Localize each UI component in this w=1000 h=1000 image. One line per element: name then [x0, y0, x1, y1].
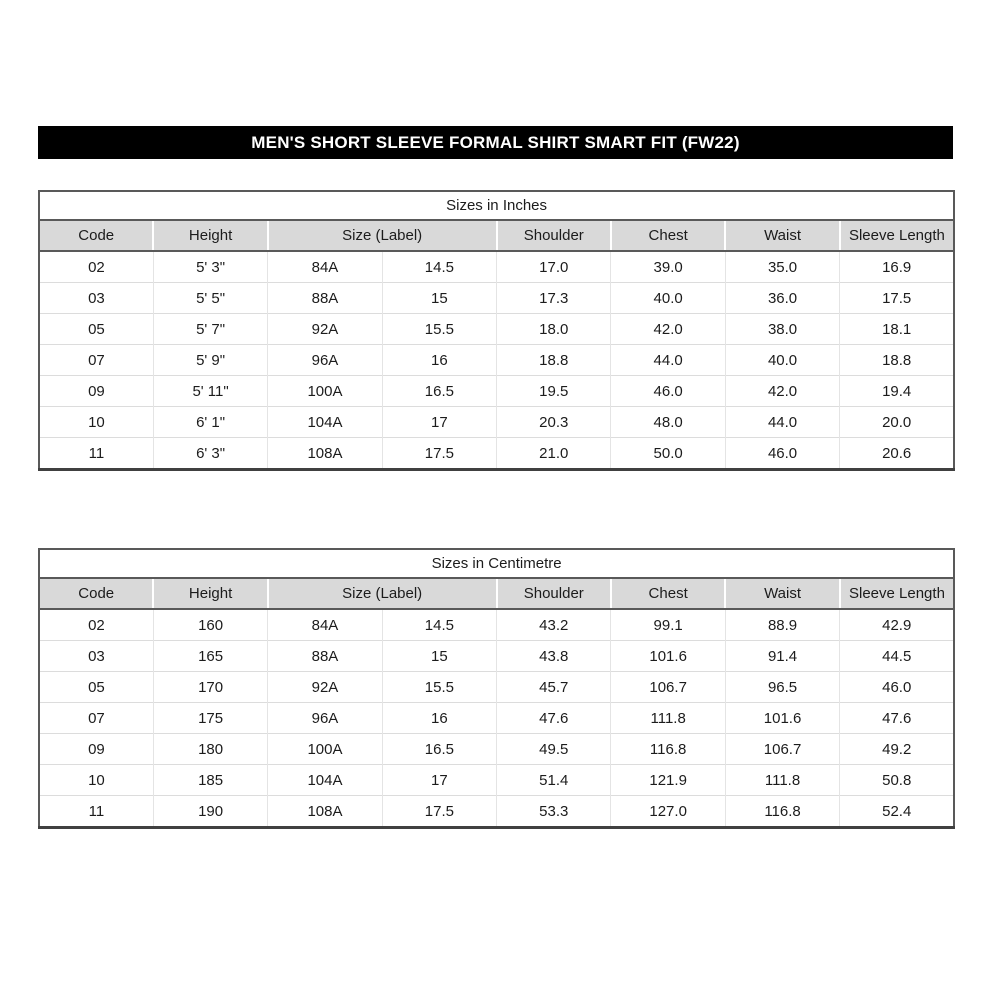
table-cell: 42.0	[611, 314, 725, 345]
table-title: Sizes in Centimetre	[39, 549, 954, 578]
table-row	[39, 251, 954, 283]
table-cell: 35.0	[725, 251, 839, 283]
table-cell: 180	[153, 734, 267, 765]
table-cell: 46.0	[725, 438, 839, 470]
table-cell: 14.5	[382, 251, 496, 283]
table-header-row	[39, 578, 954, 609]
col-header-shoulder: Shoulder	[497, 220, 611, 251]
table-cell: 16	[382, 345, 496, 376]
table-cell: 84A	[268, 609, 382, 641]
col-header-size-label: Size (Label)	[268, 220, 497, 251]
table-cell: 10	[39, 407, 153, 438]
table-cell: 88.9	[725, 609, 839, 641]
col-header-waist: Waist	[725, 220, 839, 251]
table-cell: 44.0	[725, 407, 839, 438]
table-cell: 175	[153, 703, 267, 734]
table-cell: 20.0	[840, 407, 954, 438]
table-cell: 05	[39, 672, 153, 703]
table-cell: 5' 9"	[153, 345, 267, 376]
table-cell: 45.7	[497, 672, 611, 703]
table-cell: 44.5	[840, 641, 954, 672]
table-cell: 18.0	[497, 314, 611, 345]
table-row	[39, 345, 954, 376]
table-row	[39, 314, 954, 345]
table-row	[39, 734, 954, 765]
table-cell: 96.5	[725, 672, 839, 703]
table-cell: 6' 3"	[153, 438, 267, 470]
table-cell: 05	[39, 314, 153, 345]
col-header-sleeve-length: Sleeve Length	[840, 220, 954, 251]
table-cell: 116.8	[725, 796, 839, 828]
table-cell: 16.9	[840, 251, 954, 283]
product-title-banner: MEN'S SHORT SLEEVE FORMAL SHIRT SMART FIT (FW22)	[38, 126, 953, 159]
table-cell: 49.5	[497, 734, 611, 765]
table-row	[39, 376, 954, 407]
table-cell: 43.2	[497, 609, 611, 641]
table-cell: 09	[39, 376, 153, 407]
table-row	[39, 407, 954, 438]
col-header-chest: Chest	[611, 220, 725, 251]
table-cell: 52.4	[840, 796, 954, 828]
table-cell: 17	[382, 407, 496, 438]
table-cell: 03	[39, 641, 153, 672]
table-cell: 38.0	[725, 314, 839, 345]
table-cell: 84A	[268, 251, 382, 283]
table-cell: 42.9	[840, 609, 954, 641]
table-cell: 17.5	[382, 796, 496, 828]
table-cell: 160	[153, 609, 267, 641]
table-cell: 40.0	[725, 345, 839, 376]
table-cell: 48.0	[611, 407, 725, 438]
table-cell: 16	[382, 703, 496, 734]
table-cell: 17.0	[497, 251, 611, 283]
table-cell: 17.5	[382, 438, 496, 470]
table-cell: 101.6	[725, 703, 839, 734]
table-title-row	[39, 549, 954, 578]
table-cell: 47.6	[840, 703, 954, 734]
table-row	[39, 283, 954, 314]
table-cell: 03	[39, 283, 153, 314]
table-cell: 88A	[268, 283, 382, 314]
col-header-height: Height	[153, 220, 267, 251]
table-cell: 18.8	[497, 345, 611, 376]
table-cell: 5' 7"	[153, 314, 267, 345]
table-cell: 50.8	[840, 765, 954, 796]
table-cell: 111.8	[611, 703, 725, 734]
table-cell: 51.4	[497, 765, 611, 796]
table-cell: 49.2	[840, 734, 954, 765]
table-cell: 50.0	[611, 438, 725, 470]
table-cell: 53.3	[497, 796, 611, 828]
table-cell: 5' 5"	[153, 283, 267, 314]
table-cell: 40.0	[611, 283, 725, 314]
table-cell: 88A	[268, 641, 382, 672]
table-cell: 46.0	[840, 672, 954, 703]
table-cell: 18.8	[840, 345, 954, 376]
table-cell: 36.0	[725, 283, 839, 314]
table-cell: 99.1	[611, 609, 725, 641]
table-cell: 15	[382, 283, 496, 314]
col-header-code: Code	[39, 578, 153, 609]
table-cell: 106.7	[725, 734, 839, 765]
table-cell: 106.7	[611, 672, 725, 703]
table-cell: 21.0	[497, 438, 611, 470]
table-cell: 02	[39, 609, 153, 641]
table-cell: 121.9	[611, 765, 725, 796]
table-cell: 100A	[268, 734, 382, 765]
table-cell: 44.0	[611, 345, 725, 376]
table-row	[39, 672, 954, 703]
table-cell: 104A	[268, 407, 382, 438]
table-row	[39, 703, 954, 734]
col-header-sleeve-length: Sleeve Length	[840, 578, 954, 609]
table-row	[39, 609, 954, 641]
col-header-height: Height	[153, 578, 267, 609]
table-cell: 14.5	[382, 609, 496, 641]
table-cell: 46.0	[611, 376, 725, 407]
table-row	[39, 641, 954, 672]
table-cell: 96A	[268, 703, 382, 734]
table-cell: 07	[39, 345, 153, 376]
table-cell: 17	[382, 765, 496, 796]
table-cell: 39.0	[611, 251, 725, 283]
table-cell: 116.8	[611, 734, 725, 765]
table-cell: 100A	[268, 376, 382, 407]
table-cell: 17.5	[840, 283, 954, 314]
table-cell: 6' 1"	[153, 407, 267, 438]
table-cell: 92A	[268, 314, 382, 345]
table-cell: 11	[39, 438, 153, 470]
table-cell: 16.5	[382, 376, 496, 407]
table-cell: 20.3	[497, 407, 611, 438]
table-cell: 19.5	[497, 376, 611, 407]
table-cell: 170	[153, 672, 267, 703]
col-header-waist: Waist	[725, 578, 839, 609]
table-cell: 111.8	[725, 765, 839, 796]
col-header-code: Code	[39, 220, 153, 251]
table-cell: 15.5	[382, 314, 496, 345]
table-title: Sizes in Inches	[39, 191, 954, 220]
table-cell: 101.6	[611, 641, 725, 672]
col-header-chest: Chest	[611, 578, 725, 609]
table-cell: 02	[39, 251, 153, 283]
table-cell: 5' 11"	[153, 376, 267, 407]
table-cell: 108A	[268, 438, 382, 470]
table-cell: 165	[153, 641, 267, 672]
table-cell: 07	[39, 703, 153, 734]
table-cell: 15.5	[382, 672, 496, 703]
table-cell: 11	[39, 796, 153, 828]
table-cell: 108A	[268, 796, 382, 828]
table-row	[39, 796, 954, 828]
col-header-size-label: Size (Label)	[268, 578, 497, 609]
table-cell: 19.4	[840, 376, 954, 407]
table-row	[39, 438, 954, 470]
table-cell: 17.3	[497, 283, 611, 314]
table-header-row	[39, 220, 954, 251]
table-cell: 16.5	[382, 734, 496, 765]
table-cell: 92A	[268, 672, 382, 703]
table-cell: 190	[153, 796, 267, 828]
table-cell: 15	[382, 641, 496, 672]
table-cell: 104A	[268, 765, 382, 796]
col-header-shoulder: Shoulder	[497, 578, 611, 609]
table-cell: 91.4	[725, 641, 839, 672]
table-cell: 42.0	[725, 376, 839, 407]
table-cell: 20.6	[840, 438, 954, 470]
table-cell: 96A	[268, 345, 382, 376]
sizes-in-inches-table	[38, 190, 955, 471]
table-cell: 47.6	[497, 703, 611, 734]
table-row	[39, 765, 954, 796]
table-title-row	[39, 191, 954, 220]
table-cell: 185	[153, 765, 267, 796]
table-cell: 10	[39, 765, 153, 796]
sizes-in-centimetre-table	[38, 548, 955, 829]
table-cell: 43.8	[497, 641, 611, 672]
table-cell: 18.1	[840, 314, 954, 345]
table-cell: 5' 3"	[153, 251, 267, 283]
table-cell: 09	[39, 734, 153, 765]
table-cell: 127.0	[611, 796, 725, 828]
